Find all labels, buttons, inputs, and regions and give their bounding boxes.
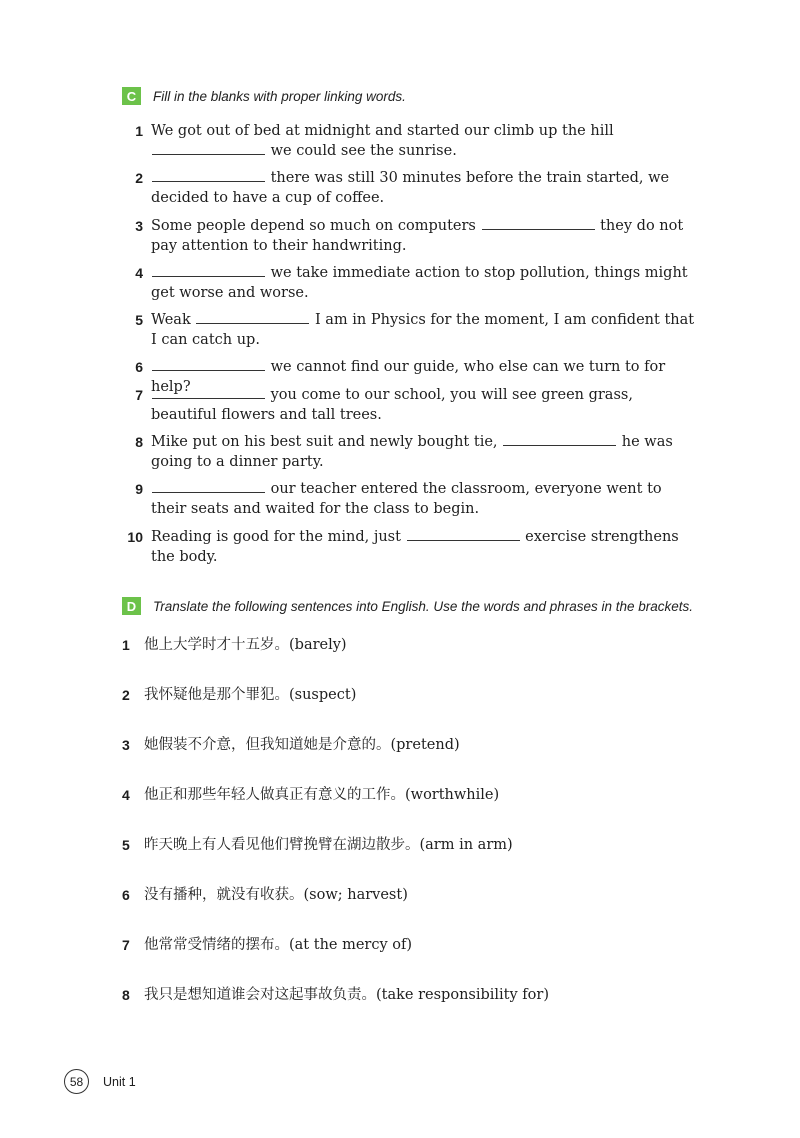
answer-blank[interactable]	[407, 527, 520, 541]
question-c-2	[122, 168, 697, 208]
question-number: 4	[135, 265, 143, 281]
question-number: 2	[135, 170, 143, 186]
item-number: 2	[122, 687, 130, 703]
translation-item-6	[122, 885, 408, 905]
answer-blank[interactable]	[482, 216, 595, 230]
question-c-4	[122, 263, 697, 303]
question-number: 10	[127, 529, 143, 545]
item-text: 她假装不介意，但我知道她是介意的。(pretend)	[144, 737, 460, 753]
item-number: 1	[122, 637, 130, 653]
item-text: 昨天晚上有人看见他们臂挽臂在湖边散步。(arm in arm)	[144, 837, 513, 853]
question-text: We got out of bed at midnight and started our climb up the hill	[151, 123, 614, 139]
question-text: Reading is good for the mind, just	[151, 529, 406, 545]
item-text: 我怀疑他是那个罪犯。(suspect)	[144, 687, 357, 703]
item-number: 6	[122, 887, 130, 903]
item-text: 他常常受情绪的摆布。(at the mercy of)	[144, 937, 413, 953]
question-c-7	[122, 385, 697, 425]
page-footer	[64, 1069, 136, 1094]
question-c-9	[122, 479, 697, 519]
item-number: 7	[122, 937, 130, 953]
item-number: 8	[122, 987, 130, 1003]
question-text: Weak	[151, 312, 196, 328]
question-text: we cannot find our guide, who else can we turn to for help?	[151, 359, 666, 395]
item-text: 他上大学时才十五岁。(barely)	[144, 637, 347, 653]
translation-item-5	[122, 835, 513, 855]
question-text: we could see the sunrise.	[266, 143, 457, 159]
answer-blank[interactable]	[152, 168, 265, 182]
answer-blank[interactable]	[152, 141, 265, 155]
section-d-badge: D	[122, 597, 141, 615]
section-c-badge: C	[122, 87, 141, 105]
answer-blank[interactable]	[152, 263, 265, 277]
translation-item-1	[122, 635, 347, 655]
question-number: 9	[135, 481, 143, 497]
translation-item-2	[122, 685, 356, 705]
question-number: 5	[135, 312, 143, 328]
question-number: 1	[135, 123, 143, 139]
question-text: they do not pay attention to their handwriting.	[151, 218, 684, 254]
answer-blank[interactable]	[196, 310, 309, 324]
question-text: our teacher entered the classroom, everyone went to their seats and waited for the class to begin.	[151, 481, 662, 517]
question-c-5	[122, 310, 697, 350]
question-c-8	[122, 432, 697, 472]
section-c-header	[122, 87, 406, 105]
section-d-header	[122, 597, 693, 615]
answer-blank[interactable]	[152, 385, 265, 399]
answer-blank[interactable]	[503, 432, 616, 446]
question-c-3	[122, 216, 697, 256]
section-c-instruction: Fill in the blanks with proper linking words.	[153, 88, 406, 104]
translation-item-4	[122, 785, 499, 805]
question-c-10	[122, 527, 697, 567]
answer-blank[interactable]	[152, 357, 265, 371]
translation-item-3	[122, 735, 460, 755]
question-text: he was going to a dinner party.	[151, 434, 673, 470]
item-number: 4	[122, 787, 130, 803]
question-text: you come to our school, you will see green grass, beautiful flowers and tall trees.	[151, 387, 633, 423]
question-c-1	[122, 121, 697, 161]
question-text: Some people depend so much on computers	[151, 218, 481, 234]
translation-item-7	[122, 935, 412, 955]
question-text: Mike put on his best suit and newly bought tie,	[151, 434, 503, 450]
question-number: 8	[135, 434, 143, 450]
question-text: I am in Physics for the moment, I am confident that I can catch up.	[151, 312, 695, 348]
section-d-instruction: Translate the following sentences into English. Use the words and phrases in the brackets.	[153, 598, 694, 614]
question-number: 6	[135, 359, 143, 375]
question-text: we take immediate action to stop pollution, things might get worse and worse.	[151, 265, 688, 301]
question-number: 3	[135, 218, 143, 234]
item-text: 没有播种，就没有收获。(sow; harvest)	[144, 887, 408, 903]
page-number: 58	[64, 1069, 89, 1094]
question-number: 7	[135, 387, 143, 403]
unit-label: Unit 1	[103, 1074, 136, 1089]
item-text: 我只是想知道谁会对这起事故负责。(take responsibility for)	[144, 987, 549, 1003]
item-number: 3	[122, 737, 130, 753]
translation-item-8	[122, 985, 549, 1005]
question-text: exercise strengthens the body.	[151, 529, 679, 565]
answer-blank[interactable]	[152, 479, 265, 493]
question-text: there was still 30 minutes before the train started, we decided to have a cup of coffee.	[151, 170, 670, 206]
item-number: 5	[122, 837, 130, 853]
item-text: 他正和那些年轻人做真正有意义的工作。(worthwhile)	[144, 787, 500, 803]
